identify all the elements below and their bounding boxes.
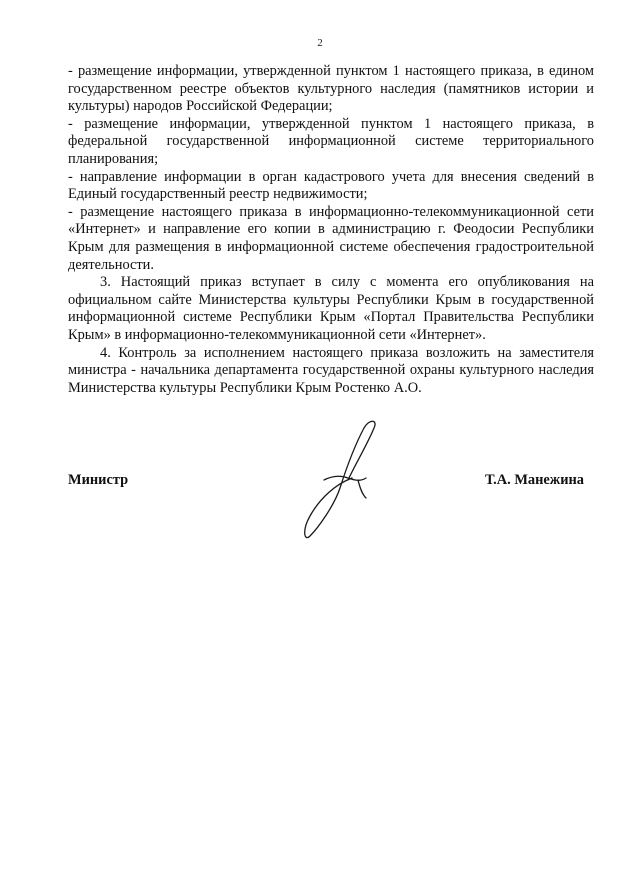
paragraph-item-3: - направление информации в орган кадастрового учета для внесения сведений в Единый государственный реестр недвижимости;: [68, 168, 594, 203]
paragraph-item-4: - размещение настоящего приказа в информационно-телекоммуникационной сети «Интернет» и направление его копии в администрацию г. Феодосии Республики Крым для размещения в информационной системе обеспечения градостроительной деятельности.: [68, 203, 594, 273]
signature-icon: [296, 418, 396, 543]
signature-stroke-cross: [324, 476, 366, 480]
paragraph-clause-4: 4. Контроль за исполнением настоящего приказа возложить на заместителя министра - начальника департамента государственной охраны культурного наследия Министерства культуры Республики Крым Ростенко А.О.: [68, 344, 594, 396]
signatory-name: Т.А. Манежина: [484, 472, 584, 488]
page-number: 2: [317, 37, 323, 49]
signature-stroke-tail: [358, 480, 366, 498]
document-body: [68, 63, 594, 397]
paragraph-item-2: - размещение информации, утвержденной пунктом 1 настоящего приказа, в федеральной государственной информационной системе территориального планирования;: [68, 115, 594, 167]
paragraph-item-1: - размещение информации, утвержденной пунктом 1 настоящего приказа, в едином государственном реестре объектов культурного наследия (памятников истории и культуры) народов Российской Федерации;: [68, 63, 594, 115]
signatory-title: Министр: [68, 472, 129, 488]
paragraph-clause-3: 3. Настоящий приказ вступает в силу с момента его опубликования на официальном сайте Министерства культуры Республики Крым в государственной информационной системе Республики Крым «Портал Правительства Республики Крым» в информационно-телекоммуникационной сети «Интернет».: [68, 274, 594, 343]
